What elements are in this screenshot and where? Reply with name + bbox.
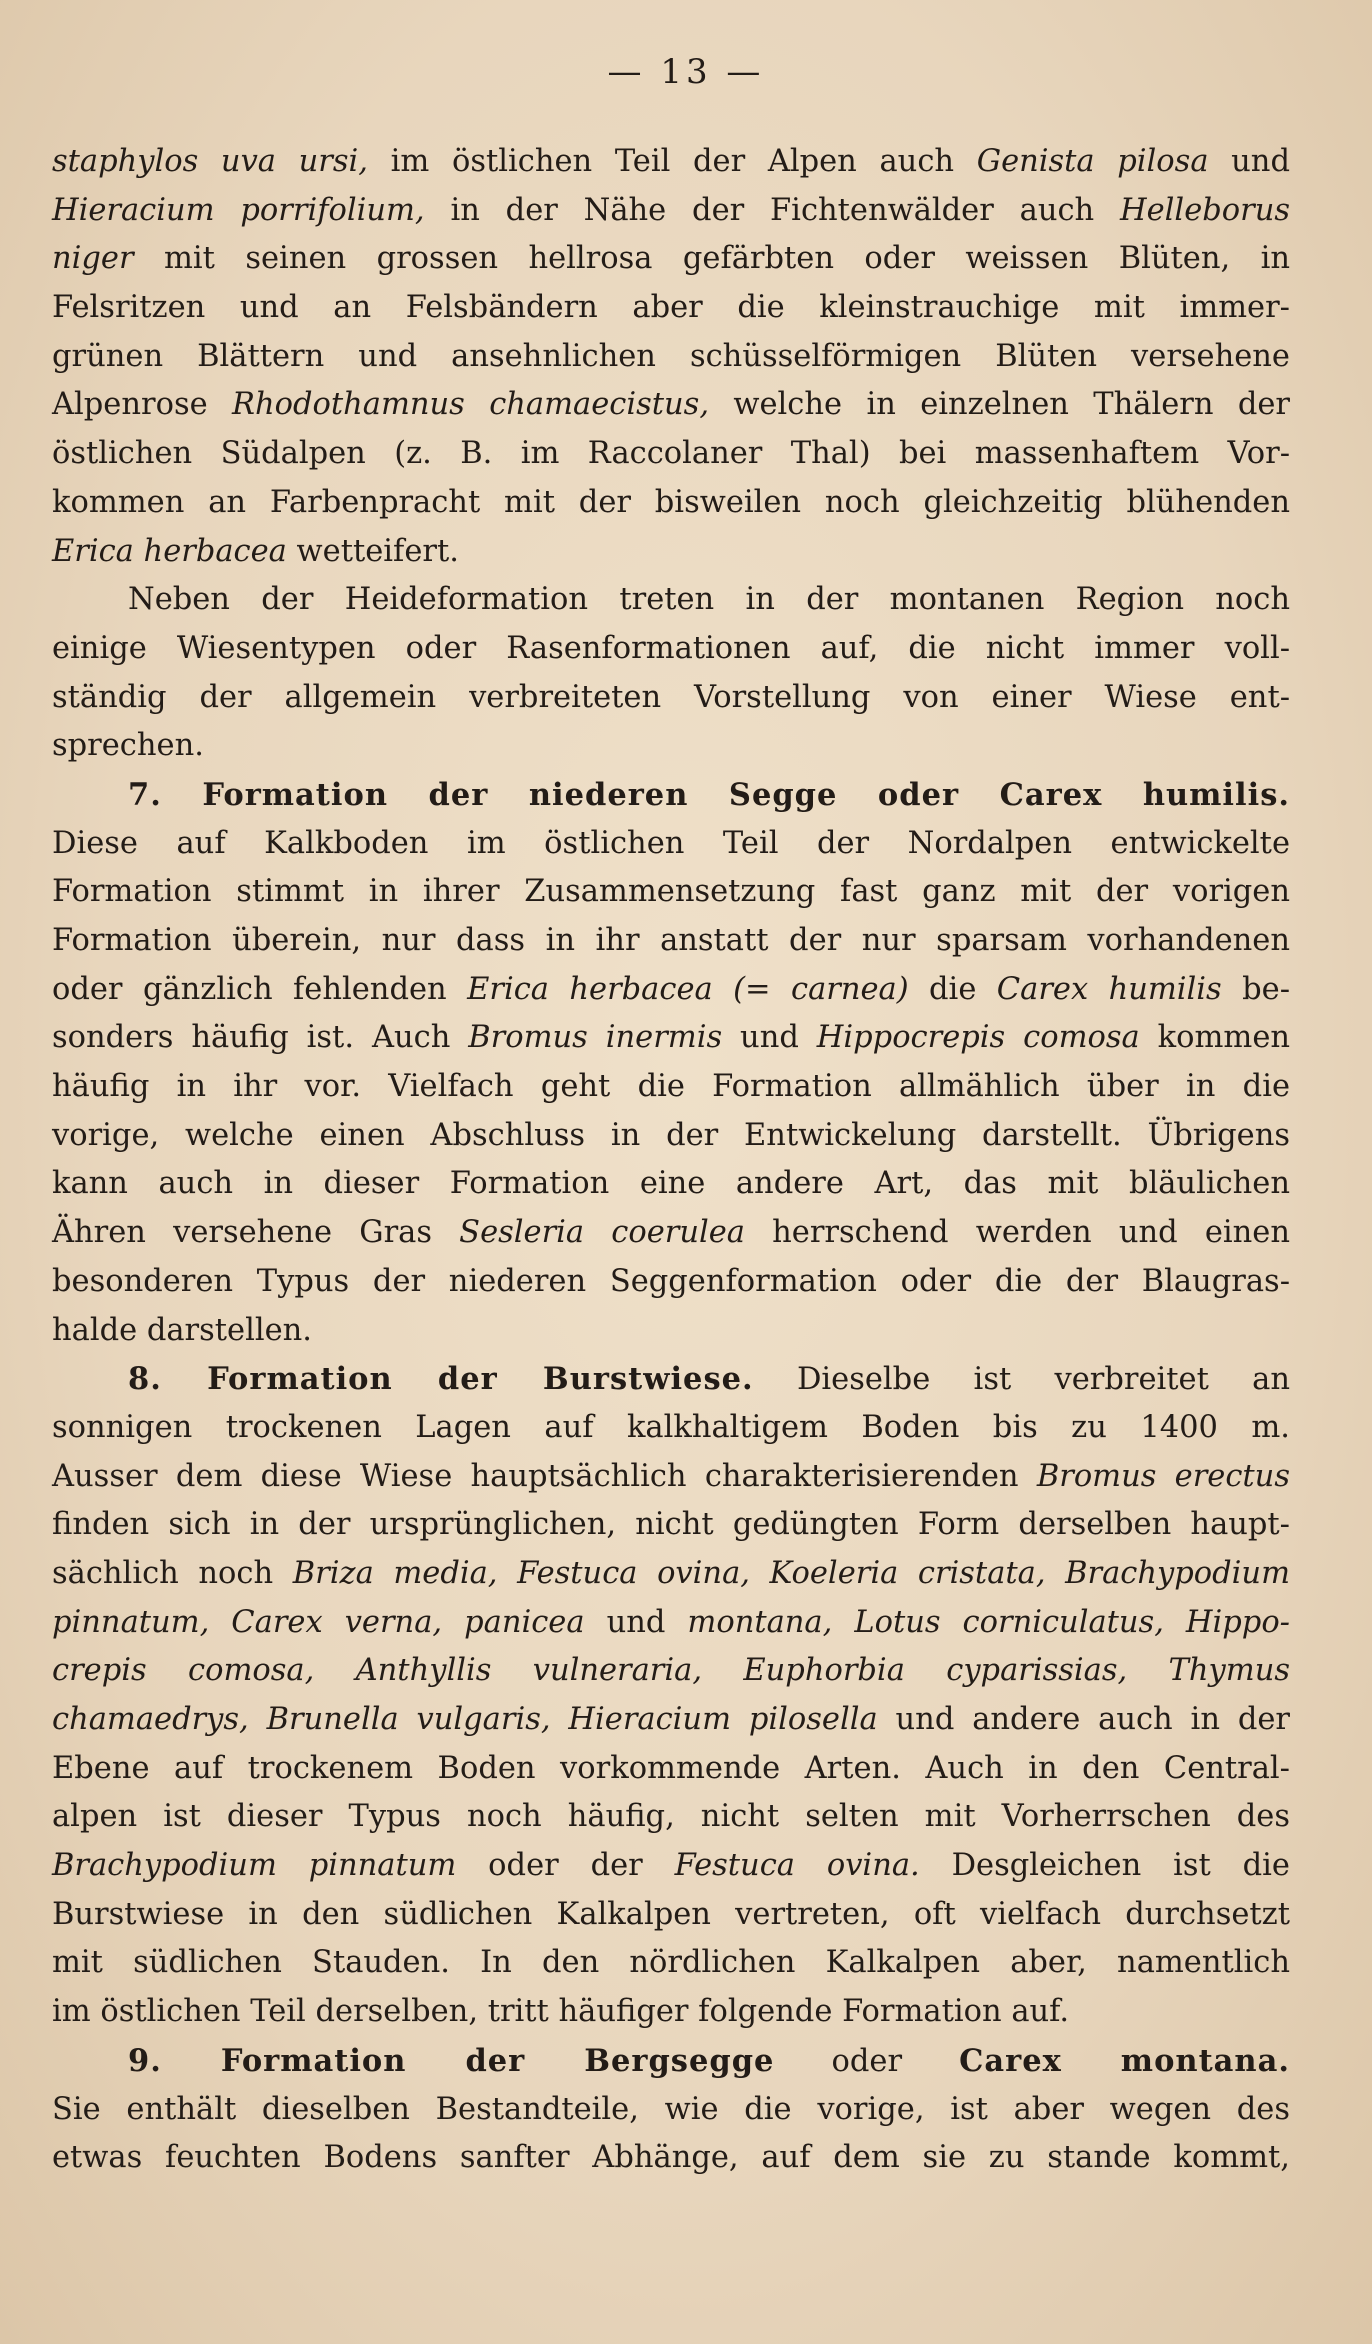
text-line xyxy=(52,820,1290,869)
text-line xyxy=(52,771,1290,820)
text-segment: be- xyxy=(1221,971,1291,1007)
text-line xyxy=(52,1891,1290,1940)
italic-species-name: Bromus erectus xyxy=(1036,1458,1290,1494)
text-line xyxy=(52,966,1290,1015)
italic-species-name: staphylos uva ursi, xyxy=(52,144,368,179)
text-line xyxy=(52,1112,1290,1161)
text-segment: etwas feuchten Bodens sanfter Abhänge, auf dem sie zu stande kommt, xyxy=(52,2140,1290,2176)
text-line xyxy=(52,1793,1290,1842)
text-segment: kommen an Farbenpracht mit der bisweilen noch gleichzeitig blühenden xyxy=(52,484,1290,520)
text-segment: Ebene auf trockenem Boden vorkommende Arten. Auch in den Central- xyxy=(52,1750,1290,1786)
text-segment: und xyxy=(584,1604,688,1640)
text-segment: Desgleichen ist die xyxy=(919,1848,1290,1884)
text-segment: mit seinen grossen hellrosa gefärbten oder weissen Blüten, in xyxy=(133,241,1290,277)
text-line xyxy=(52,1501,1290,1550)
text-segment: im östlichen Teil derselben, tritt häufiger folgende Formation auf. xyxy=(52,1994,1070,2030)
text-segment: und xyxy=(722,1020,817,1056)
text-line xyxy=(52,1453,1290,1502)
italic-species-name: Carex humilis xyxy=(996,971,1222,1007)
text-segment: häufig in ihr vor. Vielfach geht die Formation allmählich über in die xyxy=(52,1069,1290,1105)
italic-species-name: chamaedrys, Brunella vulgaris, Hieracium pilosella xyxy=(52,1702,878,1737)
italic-species-name: Hippocrepis comosa xyxy=(816,1020,1140,1056)
text-line xyxy=(52,1355,1290,1404)
italic-species-name: crepis comosa, Anthyllis vulneraria, Euphorbia cyparissias, Thymus xyxy=(52,1653,1290,1689)
text-line xyxy=(52,430,1290,479)
text-segment: finden sich in der ursprünglichen, nicht gedüngten Form derselben haupt- xyxy=(52,1507,1290,1543)
text-segment: und andere auch in der xyxy=(877,1702,1290,1737)
text-line xyxy=(52,1160,1290,1209)
text-line xyxy=(52,1550,1290,1599)
bold-heading: Carex montana. xyxy=(959,2042,1290,2079)
body-text xyxy=(52,138,1290,2183)
text-segment: Dieselbe ist verbreitet an xyxy=(753,1362,1290,1398)
italic-species-name: Erica herbacea (= carnea) xyxy=(467,971,909,1007)
text-segment: sonders häufig ist. Auch xyxy=(52,1020,469,1056)
italic-species-name: Genista pilosa xyxy=(976,144,1209,179)
text-line xyxy=(52,576,1290,625)
text-line xyxy=(52,284,1290,333)
text-line xyxy=(52,625,1290,674)
text-segment: sonnigen trockenen Lagen auf kalkhaltigem Boden bis zu 1400 m. xyxy=(52,1409,1290,1445)
text-segment: Alpenrose xyxy=(52,387,233,423)
text-segment: Diese auf Kalkboden im östlichen Teil der Nordalpen entwickelte xyxy=(52,825,1290,861)
page-number: — 13 — xyxy=(607,52,765,92)
text-segment: oder der xyxy=(456,1848,675,1884)
text-segment: oder xyxy=(774,2043,960,2079)
italic-species-name: Rhodothamnus chamaecistus, xyxy=(232,387,710,423)
text-line xyxy=(52,1014,1290,1063)
italic-species-name: niger xyxy=(52,241,134,277)
text-segment: Formation stimmt in ihrer Zusammensetzung fast ganz mit der vorigen xyxy=(52,874,1290,910)
bold-heading: 8. Formation der Burstwiese. xyxy=(128,1361,754,1398)
text-segment: kann auch in dieser Formation eine andere Art, das mit bläulichen xyxy=(52,1166,1290,1202)
text-segment: in der Nähe der Fichtenwälder auch xyxy=(424,192,1121,228)
text-line xyxy=(52,722,1290,771)
text-line xyxy=(52,1599,1290,1648)
text-segment: ständig der allgemein verbreiteten Vorstellung von einer Wiese ent- xyxy=(52,679,1290,715)
text-segment: im östlichen Teil der Alpen auch xyxy=(367,144,977,179)
italic-species-name: Erica herbacea xyxy=(52,533,287,569)
text-line xyxy=(52,479,1290,528)
text-segment: oder gänzlich fehlenden xyxy=(52,971,468,1007)
text-segment: besonderen Typus der niederen Seggenformation oder die der Blaugras- xyxy=(52,1263,1290,1299)
italic-species-name: Sesleria coerulea xyxy=(459,1215,745,1251)
text-line xyxy=(52,1404,1290,1453)
text-line xyxy=(52,1063,1290,1112)
text-line xyxy=(52,1988,1290,2037)
italic-species-name: Hieracium porrifolium, xyxy=(52,192,425,228)
text-line xyxy=(52,187,1290,236)
text-line xyxy=(52,333,1290,382)
text-segment: Ähren versehene Gras xyxy=(52,1215,460,1251)
italic-species-name: Bromus inermis xyxy=(468,1020,723,1056)
text-segment: Formation überein, nur dass in ihr anstatt der nur sparsam vorhandenen xyxy=(52,923,1290,958)
italic-species-name: Helleborus xyxy=(1120,192,1291,228)
text-segment: kommen xyxy=(1139,1020,1291,1056)
text-line xyxy=(52,674,1290,723)
text-segment: die xyxy=(908,971,997,1007)
text-segment: mit südlichen Stauden. In den nördlichen Kalkalpen aber, namentlich xyxy=(52,1945,1290,1981)
text-line xyxy=(52,1647,1290,1696)
italic-species-name: Festuca ovina. xyxy=(674,1848,920,1884)
text-segment: halde darstellen. xyxy=(52,1312,312,1348)
bold-heading: 7. Formation der niederen Segge oder Carex humilis. xyxy=(128,776,1290,813)
text-segment: einige Wiesentypen oder Rasenformationen auf, die nicht immer voll- xyxy=(52,630,1290,666)
text-line xyxy=(52,1745,1290,1794)
text-line xyxy=(52,235,1290,284)
text-line xyxy=(52,2134,1290,2183)
italic-species-name: Briza media, Festuca ovina, Koeleria cristata, Brachypodium xyxy=(292,1555,1290,1591)
text-segment: Sie enthält dieselben Bestandteile, wie die vorige, ist aber wegen des xyxy=(52,2091,1290,2127)
text-line xyxy=(52,381,1290,430)
text-segment: grünen Blättern und ansehnlichen schüsselförmigen Blüten versehene xyxy=(52,338,1290,374)
text-line xyxy=(52,1939,1290,1988)
text-segment: sprechen. xyxy=(52,728,204,764)
text-segment: östlichen Südalpen (z. B. im Raccolaner Thal) bei massenhaftem Vor- xyxy=(52,436,1290,472)
text-line xyxy=(52,1696,1290,1745)
text-line xyxy=(52,138,1290,187)
text-segment: Ausser dem diese Wiese hauptsächlich charakterisierenden xyxy=(52,1458,1037,1494)
text-segment: Burstwiese in den südlichen Kalkalpen vertreten, oft vielfach durchsetzt xyxy=(52,1896,1290,1932)
text-segment: sächlich noch xyxy=(52,1555,293,1591)
text-segment: wetteifert. xyxy=(286,533,459,569)
text-line xyxy=(52,1307,1290,1356)
text-line xyxy=(52,1209,1290,1258)
text-line xyxy=(52,2086,1290,2135)
text-line xyxy=(52,2037,1290,2086)
bold-heading: 9. Formation der Bergsegge xyxy=(128,2042,775,2079)
text-segment: Neben der Heideformation treten in der montanen Region noch xyxy=(128,582,1290,618)
text-segment: Felsritzen und an Felsbändern aber die kleinstrauchige mit immer- xyxy=(52,290,1290,326)
text-segment: welche in einzelnen Thälern der xyxy=(709,387,1290,423)
text-segment: vorige, welche einen Abschluss in der Entwickelung darstellt. Übrigens xyxy=(52,1117,1290,1153)
text-line xyxy=(52,1258,1290,1307)
text-segment: und xyxy=(1208,144,1290,179)
text-segment: herrschend werden und einen xyxy=(744,1215,1290,1251)
italic-species-name: montana, Lotus corniculatus, Hippo- xyxy=(687,1604,1290,1640)
text-segment: alpen ist dieser Typus noch häufig, nicht selten mit Vorherrschen des xyxy=(52,1799,1290,1835)
text-line xyxy=(52,1842,1290,1891)
text-line xyxy=(52,868,1290,917)
italic-species-name: Brachypodium pinnatum xyxy=(52,1848,457,1884)
italic-species-name: pinnatum, Carex verna, panicea xyxy=(52,1604,585,1640)
text-line xyxy=(52,528,1290,577)
text-line xyxy=(52,917,1290,966)
